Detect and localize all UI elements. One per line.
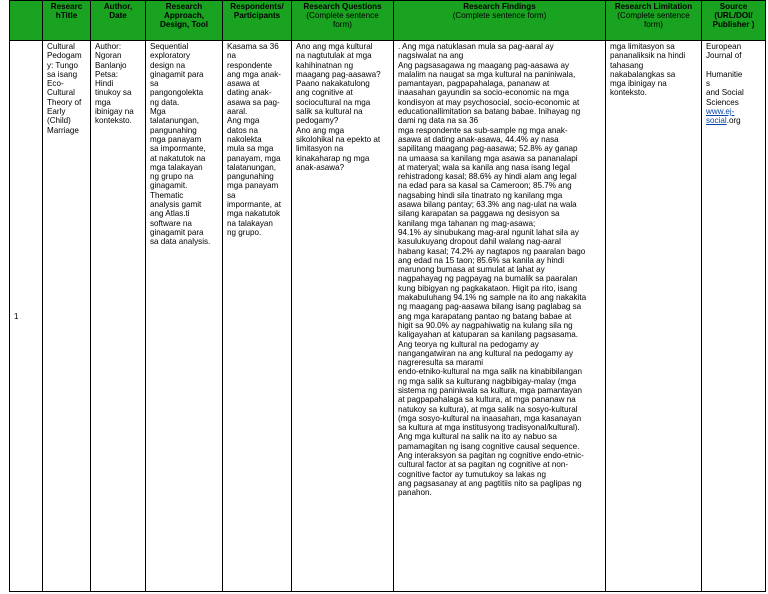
- source-journal-text: European Journal of Humanitie s and Social Sciences: [706, 42, 744, 107]
- findings-cell: . Ang mga natuklasan mula sa pag-aaral ay nagsiwalat na ang Ang pagsasagawa ng maagang pag-aasawa ay malalim na naugat sa mga kultural na paniniwala, pamantayan, pagpapahalaga, pananaw at inaasahan gayundin sa socio-economic na mga kondisyon at may psychosocial, socio-economic at educationallimitation sa batang babae. Inihayag ng dami ng data na sa 36 mga respondente sa sub-sample ng mga anak- asawa at dating anak-asawa, 44.4% ay nasa sapilitang maagang pag-aasawa; 52.8% ay ganap na umaasa sa kanilang mga asawa sa pananalapi at materyal; wala sa kanila ang nasa isang legal rehistradong kasal; 88.6% ay hindi alam ang legal na edad para sa kasal sa Cameroon; 85.7% ang nagsabing hindi sila tinatrato ng kanilang mga asawa bilang pantay; 63.3% ang nag-ulat na wala silang karapatan sa paggawa ng desisyon sa kanilang mga tahanan ng mag-asawa; 94.1% ay sinubukang mag-aral ngunit lahat sila ay kasulukuyang dropout dahil walang nag-aaral habang kasal; 74.2% ay nagtapos ng paaralan bago ang edad na 15 taon; 85.6% sa kanila ay hindi marunong bumasa at sumulat at lahat ay nagpahayag ng pagpayag na bumalik sa paaralan kung bibigyan ng pagkakataon. Higit pa rito, isang makabuluhang 94.1% ng sample na ito ang nakakita ng maagang pag-aasawa bilang isang paglabag sa ang mga karapatang pantao ng batang babae at higit sa 90.0% ay nagpahiwatig na kulang sila ng kaligayahan at katuparan sa kanilang pagsasama. Ang teorya ng kultural na pedogamy ay nangangatwiran na ang kultural na pedogamy ay nagreresulta sa marami endo-etniko-kultural na mga salik na kinabibilangan ng mga salik sa kulturang nagbibigay-malay (mga sistema ng paniniwala sa kultura, mga pamantayan at pagpapahalaga sa kultura, at mga pananaw na natukoy sa kultura), at mga salik na sosyo-kultural (mga sosyo-kultural na inaasahan, mga kasanayan sa kultura at mga institusyong tradisyonal/kultural). Ang mga kultural na salik na ito ay nabuo sa pamamagitan ng isang cognitive causal sequence. Ang interaksyon sa pagitan ng cognitive endo-etnic- cultural factor at sa pagitan ng cognitive at non- cognitive factor ay tumutukoy sa lakas ng ang pagsasanay at ang pagtitiis nito sa paglipas ng panahon.: [394, 41, 606, 592]
- header-cell-number: [10, 1, 43, 41]
- limitation-cell: mga limitasyon sa pananaliksik na hindi tahasang nakabalangkas sa mga ibinigay na konteksto.: [606, 41, 702, 592]
- respondents-cell: Kasama sa 36 na respondente ang mga anak- asawa at dating anak- asawa sa pag- aaral. Ang mga datos na nakolekta mula sa mga panayam, mga talatanungan, pangunahing mga panayam sa impormante, at mga nakatutok na talakayan ng grupo.: [223, 41, 292, 592]
- header-cell-approach: Research Approach, Design, Tool: [146, 1, 223, 41]
- header-cell-findings: Research Findings (Complete sentence form): [394, 1, 606, 41]
- questions-cell: Ano ang mga kultural na nagtutulak at mga kahihinatnan ng maagang pag-aasawa? Paano nakakatulong ang cognitive at sociocultural na mga salik sa kultural na pedogamy? Ano ang mga sikolohikal na epekto at limitasyon na kinakaharap ng mga anak-asawa?: [292, 41, 394, 592]
- approach-cell: Sequential exploratory design na ginagamit para sa pangongolekta ng data. Mga talatanungan, pangunahing mga panayam sa impormante, at nakatutok na mga talakayan ng grupo na ginagamit. Thematic analysis gamit ang Atlas.ti software na ginagamit para sa data analysis.: [146, 41, 223, 592]
- source-cell: [702, 41, 766, 592]
- research-matrix-table: [9, 0, 766, 592]
- title-cell: Cultural Pedogam y: Tungo sa isang Eco- Cultural Theory of Early (Child) Marriage: [43, 41, 91, 592]
- header-cell-respondents: Respondents/ Participants: [223, 1, 292, 41]
- header-row: [10, 1, 766, 41]
- header-cell-source: Source (URL/DOI/ Publisher ): [702, 1, 766, 41]
- header-cell-author: Author, Date: [91, 1, 146, 41]
- author-cell: Author: Ngoran Banlanjo Petsa: Hindi tinukoy sa mga ibinigay na konteksto.: [91, 41, 146, 592]
- source-domain-suffix: .org: [726, 116, 741, 126]
- row-number-cell: 1: [10, 41, 43, 592]
- header-cell-title: Researc hTitle: [43, 1, 91, 41]
- header-cell-limitation: Research Limitation (Complete sentence form): [606, 1, 702, 41]
- header-cell-questions: Research Questions (Complete sentence form): [292, 1, 394, 41]
- source-link[interactable]: www.ej- social: [706, 107, 735, 126]
- table-row: [10, 41, 766, 592]
